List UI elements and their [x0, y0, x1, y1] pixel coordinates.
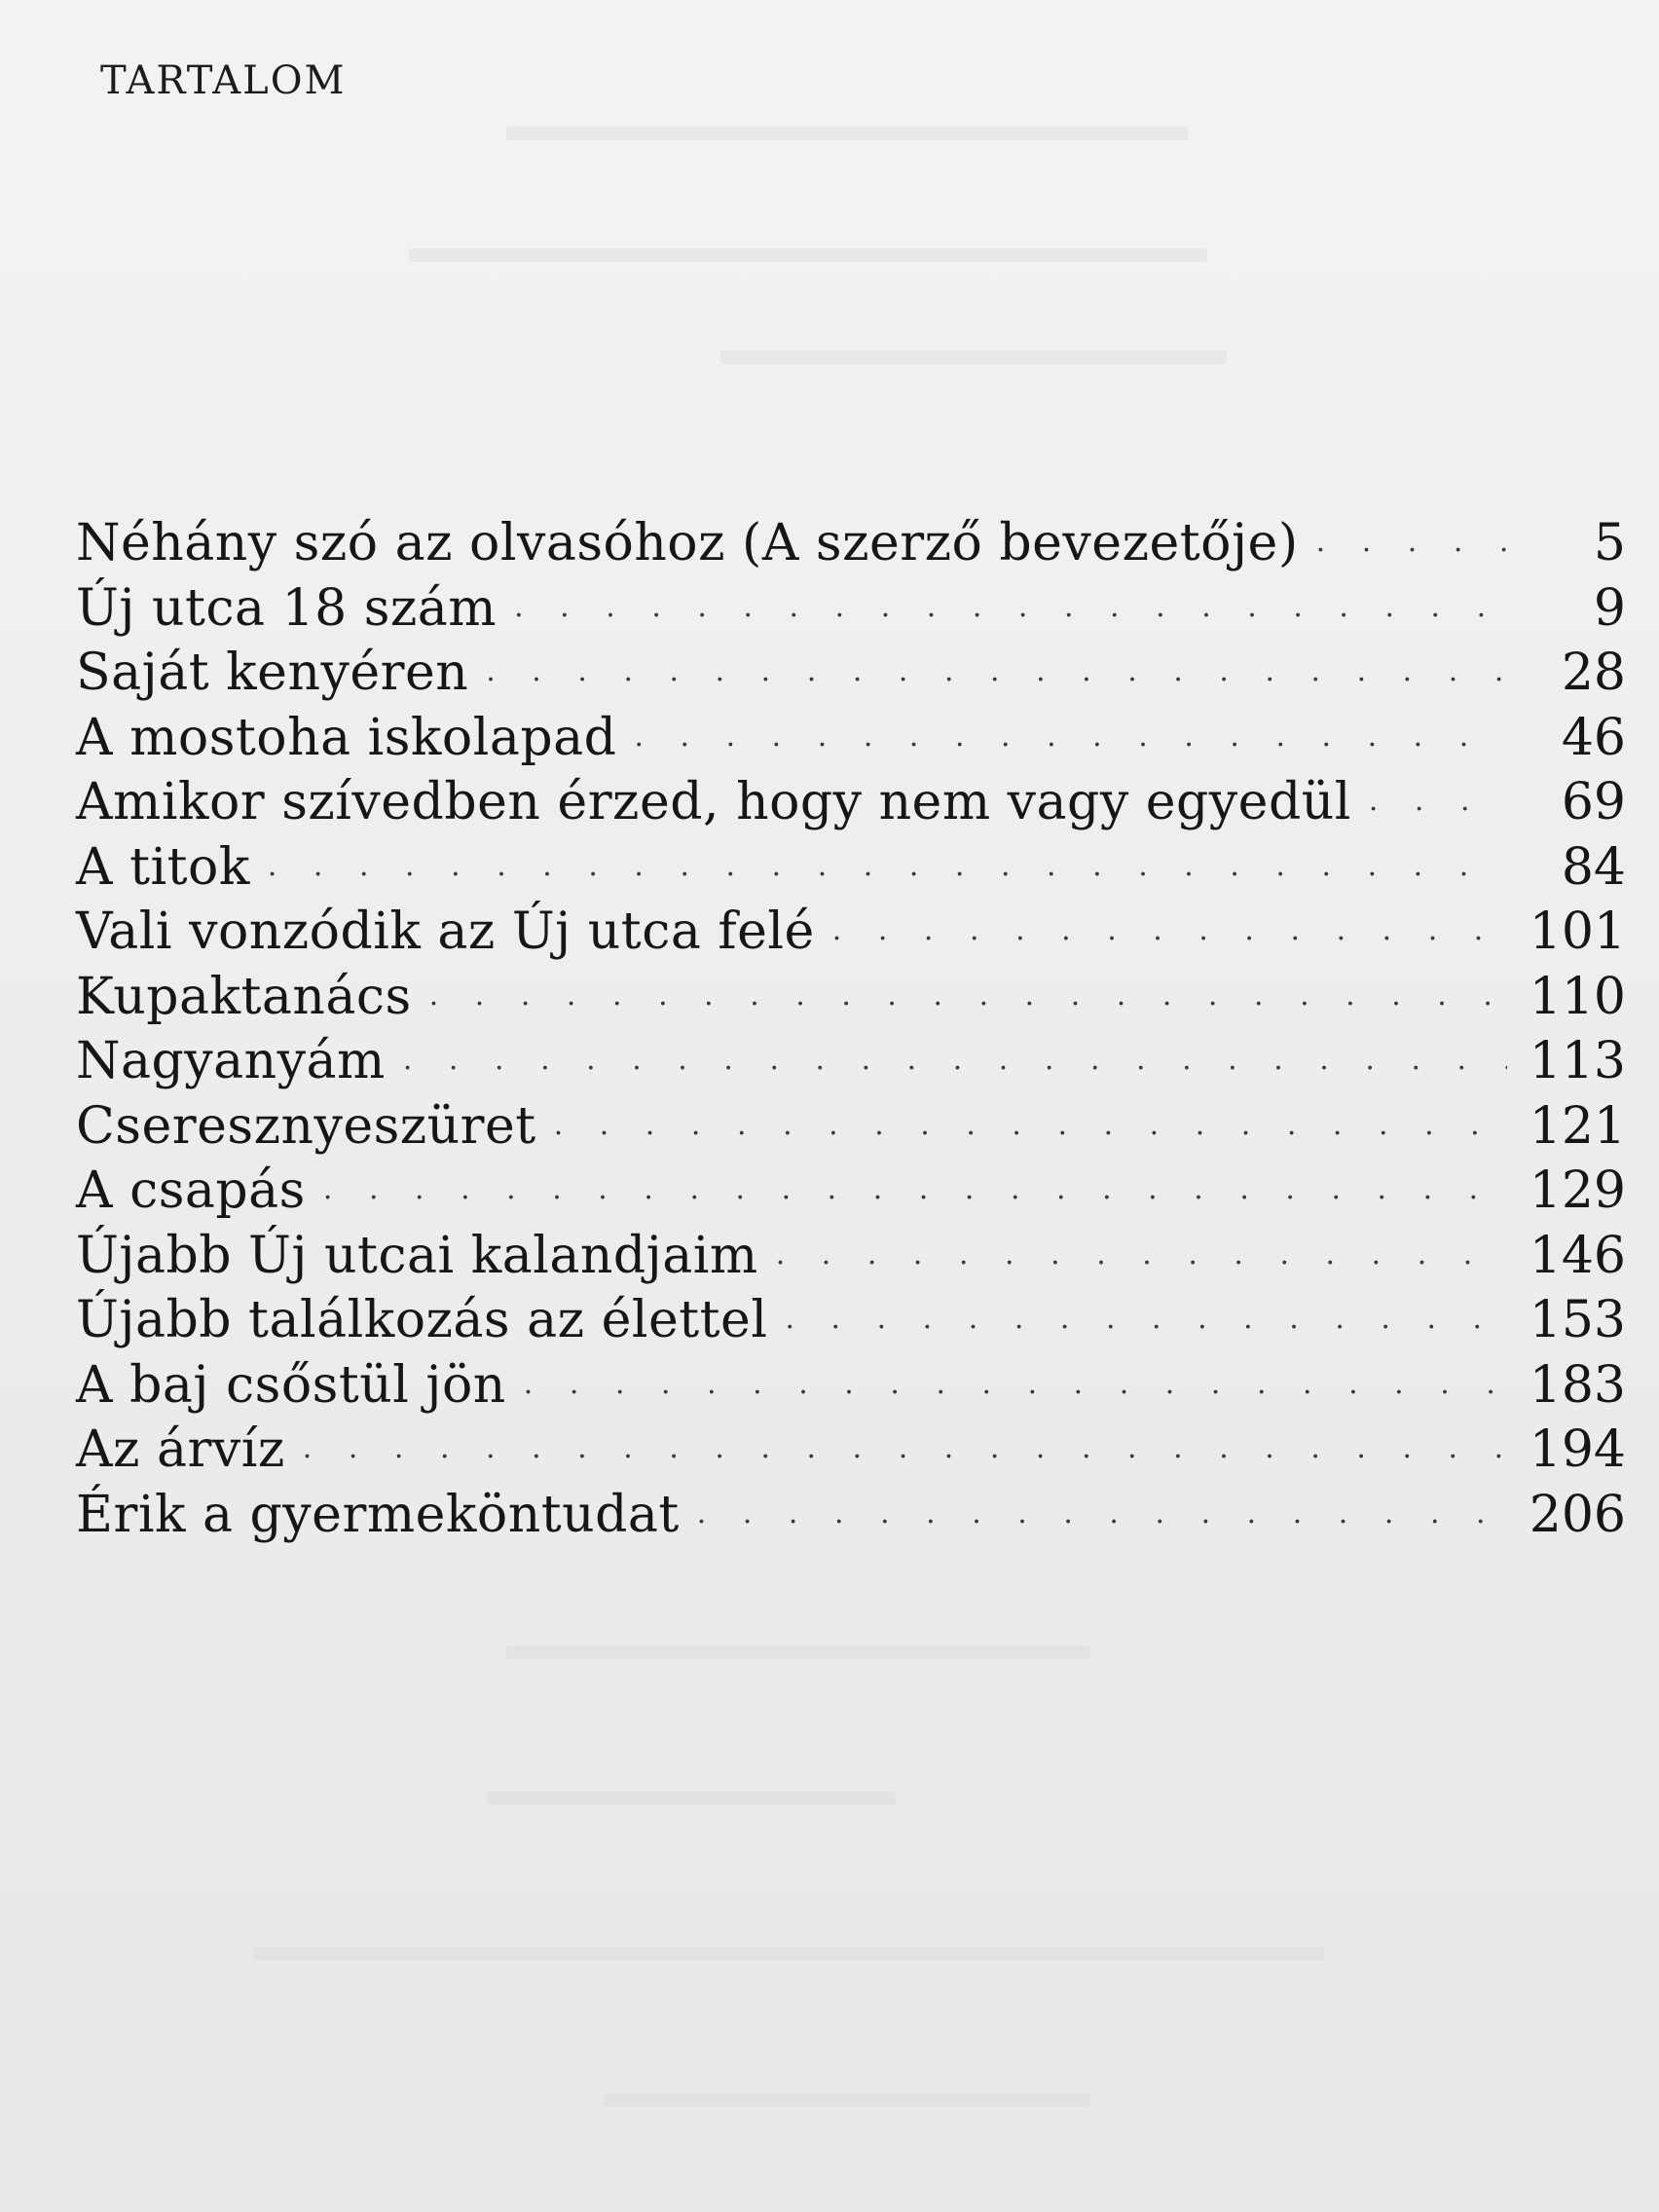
- dot-leader: [1369, 778, 1507, 843]
- toc-entry-title: Kupaktanács: [76, 967, 412, 1026]
- toc-entry: [76, 1159, 1626, 1224]
- toc-entry-page: 129: [1529, 1161, 1626, 1220]
- dot-leader: [514, 584, 1507, 649]
- dot-leader: [776, 1232, 1507, 1297]
- toc-entry-title: Érik a gyermeköntudat: [76, 1485, 680, 1544]
- dot-leader: [634, 714, 1507, 779]
- toc-entry: [76, 1418, 1626, 1483]
- toc-entry-page: 113: [1529, 1032, 1626, 1090]
- toc-entry: [76, 511, 1626, 576]
- toc-entry-title: Vali vonzódik az Új utca felé: [76, 903, 815, 961]
- toc-entry: [76, 965, 1626, 1030]
- toc-entry-title: A mostoha iskolapad: [76, 708, 617, 767]
- dot-leader: [403, 1037, 1507, 1102]
- toc-entry-title: Nagyanyám: [76, 1032, 386, 1090]
- toc-entry-page: 101: [1529, 903, 1626, 961]
- toc-entry-title: Újabb Új utcai kalandjaim: [76, 1226, 758, 1285]
- table-of-contents: [76, 511, 1626, 1547]
- toc-entry-page: 84: [1561, 837, 1626, 897]
- dot-leader: [323, 1166, 1507, 1232]
- dot-leader: [554, 1102, 1507, 1167]
- toc-entry: [76, 706, 1626, 771]
- dot-leader: [832, 907, 1507, 973]
- page-heading: TARTALOM: [100, 58, 347, 103]
- toc-entry: [76, 641, 1626, 706]
- toc-entry-title: A titok: [76, 837, 250, 897]
- toc-entry-page: 5: [1593, 514, 1626, 572]
- toc-entry-page: 194: [1529, 1420, 1626, 1479]
- toc-entry: [76, 770, 1626, 835]
- toc-entry: [76, 1029, 1626, 1094]
- toc-entry-page: 9: [1593, 578, 1626, 638]
- show-through-line: [409, 248, 1207, 262]
- dot-leader: [486, 648, 1507, 714]
- toc-entry: [76, 576, 1626, 642]
- toc-entry-title: Az árvíz: [76, 1420, 285, 1479]
- toc-entry: [76, 1288, 1626, 1353]
- toc-entry: [76, 1483, 1626, 1548]
- toc-entry-title: A baj csőstül jön: [76, 1355, 506, 1415]
- dot-leader: [268, 843, 1507, 908]
- show-through-line: [506, 1645, 1090, 1659]
- show-through-line: [253, 1947, 1324, 1961]
- dot-leader: [697, 1491, 1507, 1556]
- toc-entry-page: 206: [1529, 1485, 1626, 1544]
- toc-entry-page: 69: [1561, 773, 1626, 831]
- dot-leader: [303, 1425, 1507, 1491]
- toc-entry-title: A csapás: [76, 1161, 306, 1220]
- toc-entry-page: 121: [1529, 1096, 1626, 1156]
- toc-entry-page: 183: [1529, 1355, 1626, 1415]
- show-through-line: [487, 1791, 896, 1805]
- show-through-line: [720, 350, 1227, 364]
- toc-entry-title: Újabb találkozás az élettel: [76, 1291, 768, 1349]
- toc-entry: [76, 900, 1626, 965]
- toc-entry-page: 28: [1561, 644, 1626, 702]
- toc-entry: [76, 835, 1626, 901]
- toc-entry-page: 46: [1561, 708, 1626, 767]
- toc-entry: [76, 1224, 1626, 1289]
- toc-entry-title: Új utca 18 szám: [76, 578, 498, 638]
- show-through-line: [506, 127, 1188, 140]
- toc-entry-title: Cseresznyeszüret: [76, 1096, 536, 1156]
- dot-leader: [429, 973, 1507, 1038]
- toc-entry: [76, 1353, 1626, 1419]
- dot-leader: [1316, 519, 1507, 584]
- toc-entry-title: Amikor szívedben érzed, hogy nem vagy egyedül: [76, 773, 1351, 831]
- toc-entry-page: 146: [1529, 1226, 1626, 1285]
- toc-entry-title: Saját kenyéren: [76, 644, 469, 702]
- toc-entry-title: Néhány szó az olvasóhoz (A szerző bevezetője): [76, 514, 1299, 572]
- toc-entry-page: 110: [1529, 967, 1626, 1026]
- toc-entry-page: 153: [1529, 1291, 1626, 1349]
- toc-entry: [76, 1094, 1626, 1160]
- show-through-line: [604, 2093, 1090, 2107]
- dot-leader: [524, 1361, 1507, 1426]
- dot-leader: [785, 1296, 1507, 1361]
